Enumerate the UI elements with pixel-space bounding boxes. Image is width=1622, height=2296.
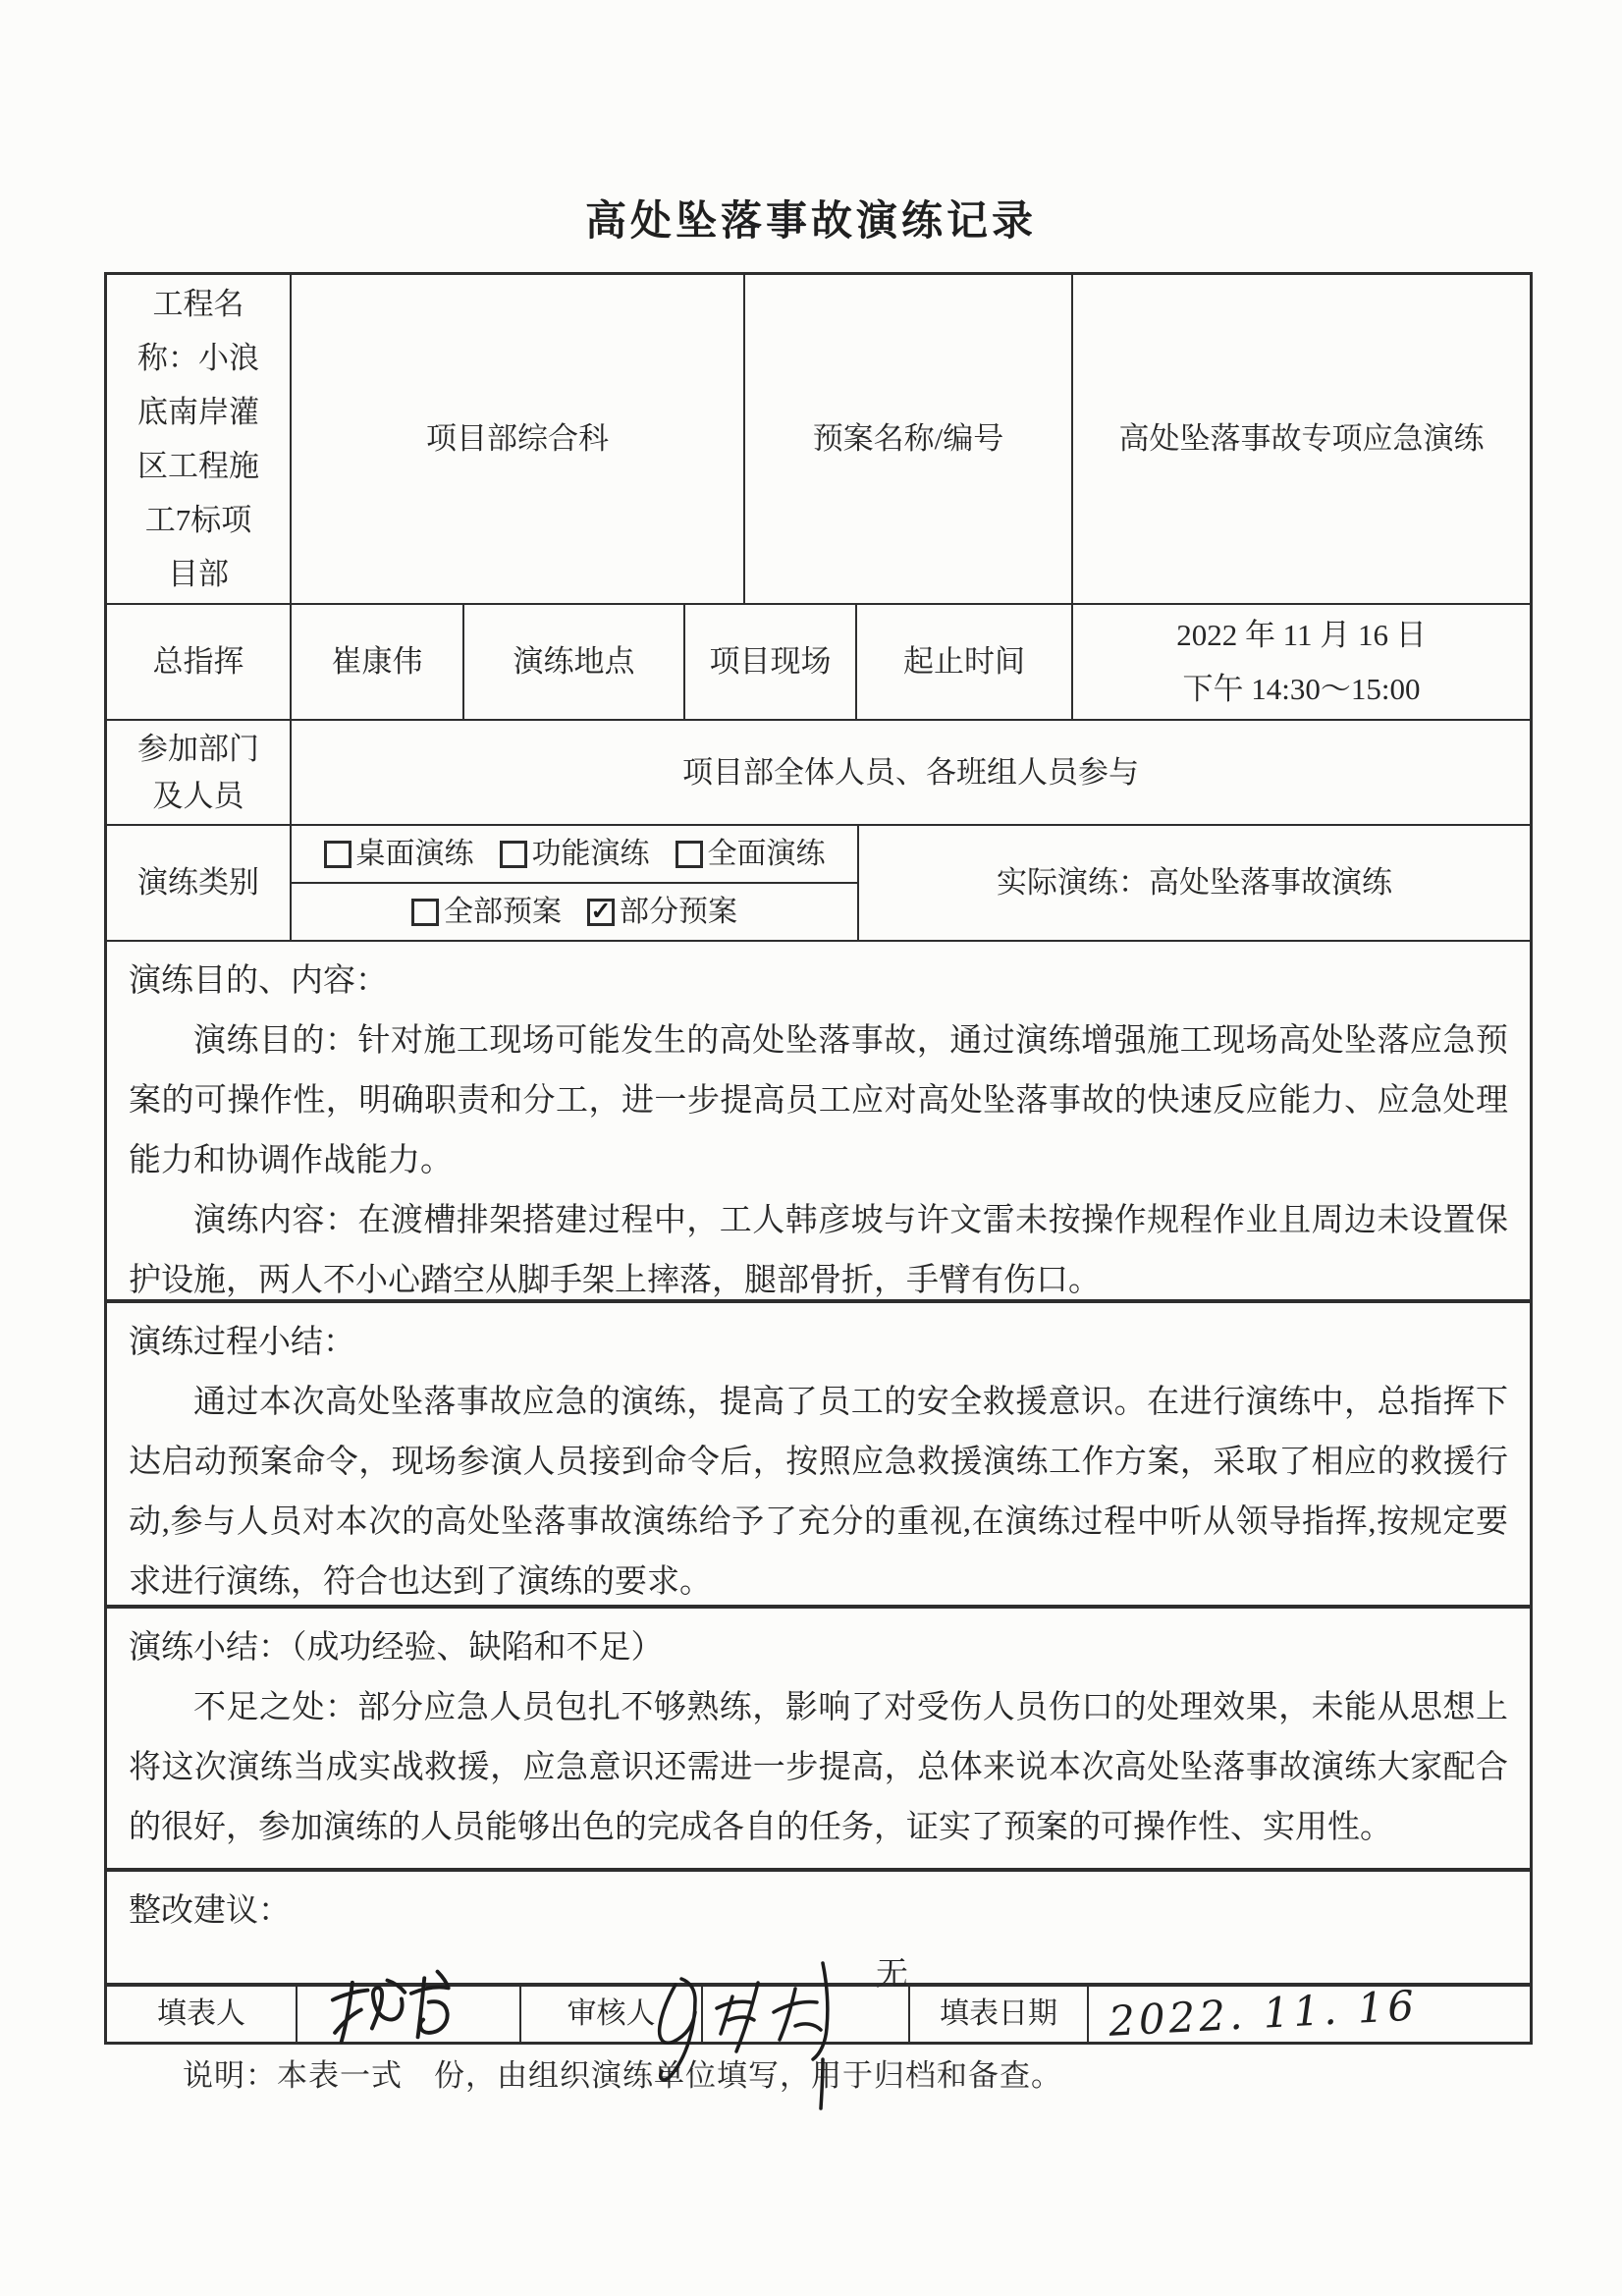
fill-date-label-text: 填表日期 bbox=[940, 1997, 1057, 2030]
commander-label-text: 总指挥 bbox=[152, 644, 244, 679]
drill-type-options bbox=[292, 826, 857, 884]
process-paragraph: 通过本次高处坠落事故应急的演练，提高了员工的安全救援意识。在进行演练中，总指挥下达启动预案命令，现场参演人员接到命令后，按照应急救援演练工作方案，采取了相应的救援行动,参与人员对本次的高处坠落事故演练给予了充分的重视,在演练过程中听从领导指挥,按规定要求进行演练，符合也达到了演练的要求。 bbox=[129, 1385, 1508, 1600]
checkbox-label: 桌面演练 bbox=[355, 837, 474, 870]
checkbox-box bbox=[500, 841, 527, 868]
commander-value-cell bbox=[290, 605, 462, 719]
actual-drill-cell bbox=[857, 826, 1530, 940]
process-section bbox=[107, 1303, 1530, 1605]
time-label-text: 起止时间 bbox=[903, 644, 1025, 679]
suggestions-value: 无 bbox=[876, 1957, 908, 1993]
plan-name-cell bbox=[1071, 275, 1530, 603]
checkbox-label: 全部预案 bbox=[444, 895, 562, 928]
document-title: 高处坠落事故演练记录 bbox=[584, 199, 1037, 245]
organizing-dept-text: 项目部综合科 bbox=[426, 421, 609, 456]
fill-date-label-cell bbox=[908, 1987, 1087, 2042]
process-heading: 演练过程小结： bbox=[129, 1325, 355, 1360]
summary-section-row bbox=[107, 1605, 1530, 1868]
preparer-signature-cell bbox=[296, 1987, 519, 2042]
footnote: 说明：本表一式 份，由组织演练单位填写，用于归档和备查。 bbox=[183, 2058, 1062, 2093]
content-paragraph: 演练内容：在渡槽排架搭建过程中，工人韩彦坡与许文雷未按操作规程作业且周边未设置保护设施，两人不小心踏空从脚手架上摔落，腿部骨折，手臂有伤口。 bbox=[129, 1203, 1508, 1298]
checkbox-partial-plans bbox=[587, 887, 737, 938]
location-value-cell bbox=[683, 605, 855, 719]
location-label-cell bbox=[462, 605, 683, 719]
reviewer-signature-cell bbox=[701, 1987, 908, 2042]
header-row-2 bbox=[107, 603, 1530, 719]
participants-row bbox=[107, 719, 1530, 824]
participants-value-cell bbox=[290, 721, 1530, 824]
checkbox-box: ✓ bbox=[587, 899, 615, 926]
actual-drill-text: 实际演练：高处坠落事故演练 bbox=[997, 865, 1392, 900]
location-label-text: 演练地点 bbox=[513, 644, 635, 679]
fill-date-value-cell bbox=[1087, 1981, 1530, 2046]
reviewer-label-cell bbox=[519, 1987, 701, 2042]
reviewer-label-text: 审核人 bbox=[567, 1997, 656, 2030]
header-row-1 bbox=[107, 275, 1530, 603]
participants-label-text: 参加部门及人员 bbox=[137, 731, 259, 813]
drill-date-text: 2022 年 11 月 16 日 bbox=[1176, 618, 1427, 652]
suggestions-section-row bbox=[107, 1868, 1530, 1993]
plan-label-cell bbox=[743, 275, 1071, 603]
checkbox-box bbox=[324, 841, 351, 868]
drill-category-row bbox=[107, 824, 1530, 940]
summary-section bbox=[107, 1609, 1530, 1868]
plan-label-text: 预案名称/编号 bbox=[812, 421, 1004, 456]
time-value-cell bbox=[1071, 605, 1530, 719]
plan-scope-options bbox=[292, 884, 857, 940]
preparer-label-cell bbox=[107, 1987, 296, 2042]
process-section-row bbox=[107, 1299, 1530, 1605]
location-value-text: 项目现场 bbox=[709, 644, 832, 679]
fill-date-handwritten: 2022. 11. 16 bbox=[1107, 1981, 1420, 2046]
summary-paragraph: 不足之处：部分应急人员包扎不够熟练，影响了对受伤人员伤口的处理效果，未能从思想上将这次演练当成实战救援，应急意识还需进一步提高，总体来说本次高处坠落事故演练大家配合的很好，参加演练的人员能够出色的完成各自的任务，证实了预案的可操作性、实用性。 bbox=[129, 1690, 1508, 1845]
category-label-text: 演练类别 bbox=[137, 865, 259, 900]
footer-row bbox=[107, 1981, 1530, 2046]
checkbox-box bbox=[676, 841, 703, 868]
preparer-label-text: 填表人 bbox=[157, 1997, 245, 2030]
checkbox-label: 部分预案 bbox=[620, 895, 737, 928]
purpose-section bbox=[107, 942, 1530, 1299]
purpose-paragraph: 演练目的：针对施工现场可能发生的高处坠落事故，通过演练增强施工现场高处坠落应急预案的可操作性，明确职责和分工，进一步提高员工应对高处坠落事故的快速反应能力、应急处理能力和协调作战能力。 bbox=[129, 1023, 1508, 1178]
checkbox-all-plans bbox=[411, 887, 562, 938]
purpose-section-row bbox=[107, 940, 1530, 1299]
checkbox-functional-drill bbox=[500, 829, 650, 880]
checkbox-label: 全面演练 bbox=[707, 837, 826, 870]
checkbox-box bbox=[411, 899, 439, 926]
drill-time-text: 下午 14:30～15:00 bbox=[1182, 672, 1421, 706]
participants-label-cell bbox=[107, 721, 290, 824]
checkbox-full-drill bbox=[676, 829, 826, 880]
record-table bbox=[104, 272, 1533, 2045]
suggestions-heading: 整改建议： bbox=[129, 1893, 291, 1929]
summary-heading: 演练小结：（成功经验、缺陷和不足） bbox=[129, 1630, 664, 1666]
commander-name-text: 崔康伟 bbox=[331, 644, 423, 679]
plan-name-text: 高处坠落事故专项应急演练 bbox=[1118, 421, 1485, 456]
checkbox-label: 功能演练 bbox=[531, 837, 650, 870]
project-name-text: 工程名称：小浪底南岸灌区工程施工7标项目部 bbox=[137, 287, 259, 591]
checkbox-desktop-drill bbox=[324, 829, 474, 880]
suggestions-section bbox=[107, 1872, 1530, 1993]
project-name-cell bbox=[107, 275, 290, 603]
organizing-dept-cell bbox=[290, 275, 743, 603]
commander-label-cell bbox=[107, 605, 290, 719]
time-label-cell bbox=[855, 605, 1071, 719]
participants-value-text: 项目部全体人员、各班组人员参与 bbox=[682, 754, 1139, 790]
category-label-cell bbox=[107, 826, 290, 940]
purpose-heading: 演练目的、内容： bbox=[129, 963, 388, 999]
category-options-cell bbox=[290, 826, 857, 940]
